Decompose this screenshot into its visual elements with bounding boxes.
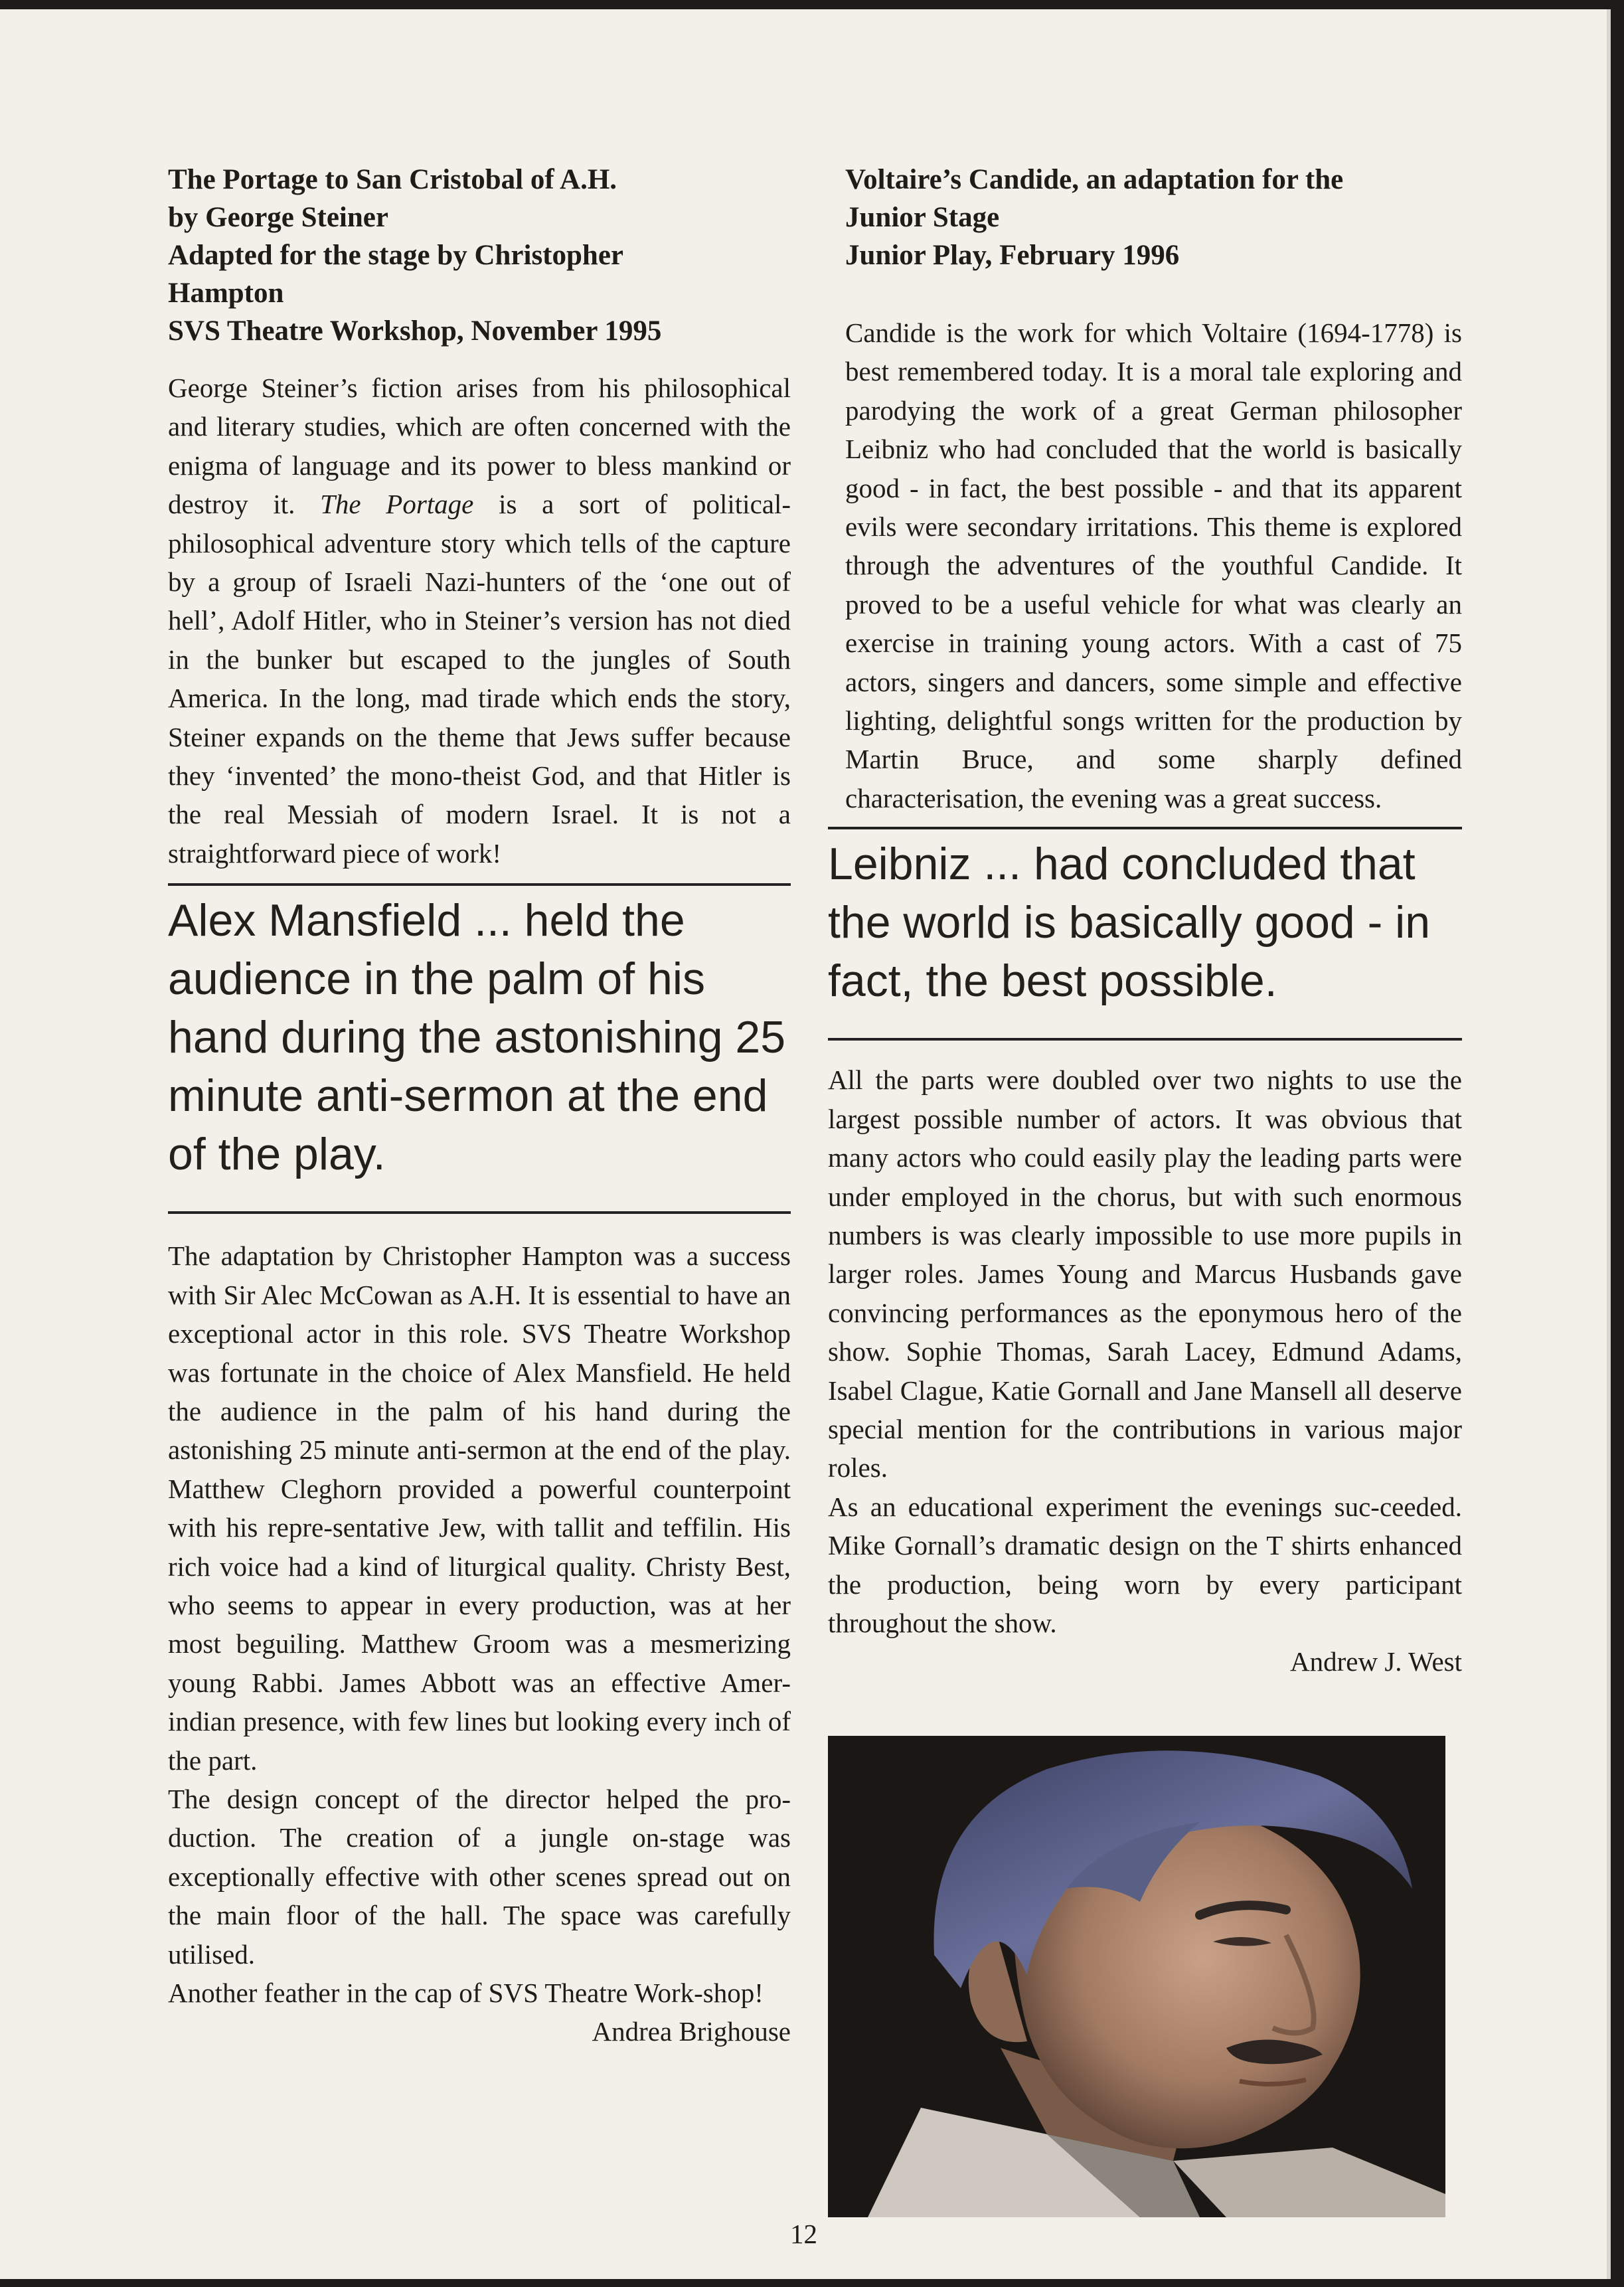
right-paragraph-3: As an educational experiment the evenings suc-ceeded. Mike Gornall’s dramatic design on the T shirts enhanced the production, being worn by every participant throughout the show. <box>828 1491 1462 1638</box>
actor-portrait-photo <box>828 1736 1445 2217</box>
right-author-signature: Andrew J. West <box>1290 1646 1462 1677</box>
left-body <box>168 1236 791 2012</box>
right-article-header <box>845 161 1463 274</box>
left-heading-line-1: The Portage to San Cristobal of A.H. <box>168 164 617 195</box>
left-article-heading <box>168 161 791 350</box>
left-pull-quote: Alex Mansfield ... held the audience in the palm of his hand during the astonishing 25 minute anti-sermon at the end of the play. <box>168 883 791 1214</box>
left-author-signature: Andrea Brighouse <box>592 2016 791 2047</box>
left-heading-line-4: Hampton <box>168 278 284 309</box>
right-heading-line-3: Junior Play, February 1996 <box>845 240 1180 271</box>
right-article <box>828 313 1462 1681</box>
right-heading-line-1: Voltaire’s Candide, an adaptation for the <box>845 164 1344 195</box>
left-paragraph-3: The design concept of the director helped the pro-duction. The creation of a jungle on-stage was exceptionally effective with other scenes spread out on the main floor of the hall. The space was carefully utilised. <box>168 1783 791 1970</box>
left-heading-line-5: SVS Theatre Workshop, November 1995 <box>168 315 662 347</box>
left-intro-paragraph <box>168 369 791 873</box>
page-number: 12 <box>790 2219 817 2249</box>
left-intro-part-1: George Steiner’s fiction arises from his philosophical and literary studies, which are often concerned with the enigma of language and its power to bless mankind or destroy it. <box>168 373 791 520</box>
left-heading-line-2: by George Steiner <box>168 202 388 233</box>
right-pull-quote: Leibniz ... had concluded that the world is basically good - in fact, the best possible. <box>828 827 1462 1041</box>
left-paragraph-4: Another feather in the cap of SVS Theatre Work-shop! <box>168 1978 764 2008</box>
left-intro-part-2: is a sort of political-philosophical adventure story which tells of the capture by a group of Israeli Nazi-hunters of the ‘one out of hell’, Adolf Hitler, who in Steiner’s version has not died in the bunker but escaped to the jungles of South America. In the long, mad tirade which ends the story, Steiner expands on the theme that Jews suffer because they ‘invented’ the mono-theist God, and that Hitler is the real Messiah of modern Israel. It is not a straightforward piece of work! <box>168 489 791 869</box>
right-body <box>828 1060 1462 1642</box>
right-paragraph-2: All the parts were doubled over two nights to use the largest possible number of actors. It was obvious that many actors who could easily play the leading parts were under employed in the chorus, but with such enormous numbers is was clearly impossible to use more pupils in larger roles. James Young and Marcus Husbands gave convincing performances as the eponymous hero of the show. Sophie Thomas, Sarah Lacey, Edmund Adams, Isabel Clague, Katie Gornall and Jane Mansell all deserve special mention for the contributions in various major roles. <box>828 1064 1462 1483</box>
magazine-page <box>0 9 1611 2279</box>
left-article <box>168 161 791 2051</box>
play-title-italic: The Portage <box>320 489 474 520</box>
right-paragraph-1: Candide is the work for which Voltaire (1694-1778) is best remembered today. It is a moral tale exploring and parodying the work of a great German philosopher Leibniz who had concluded that the world is basically good - in fact, the best possible - and that its apparent evils were secondary irritations. This theme is explored through the adventures of the youthful Candide. It proved to be a useful vehicle for what was clearly an exercise in training young actors. With a cast of 75 actors, singers and dancers, some simple and effective lighting, delightful songs written for the production by Martin Bruce, and some sharply defined characterisation, the evening was a great success. <box>845 317 1462 813</box>
left-paragraph-2: The adaptation by Christopher Hampton was a success with Sir Alec McCowan as A.H. It is essential to have an exceptional actor in this role. SVS Theatre Workshop was fortunate in the choice of Alex Mansfield. He held the audience in the palm of his hand during the astonishing 25 minute anti-sermon at the end of the play. Matthew Cleghorn provided a powerful counterpoint with his repre-sentative Jew, with tallit and teffilin. His rich voice had a kind of liturgical quality. Christy Best, who seems to appear in every production, was at her most beguiling. Matthew Groom was a mesmerizing young Rabbi. James Abbott was an effective Amer-indian presence, with few lines but looking every inch of the part. <box>168 1240 791 1776</box>
right-heading-line-2: Junior Stage <box>845 202 1000 233</box>
portrait-illustration <box>828 1736 1445 2217</box>
right-article-heading <box>845 161 1463 274</box>
left-heading-line-3: Adapted for the stage by Christopher <box>168 240 624 271</box>
